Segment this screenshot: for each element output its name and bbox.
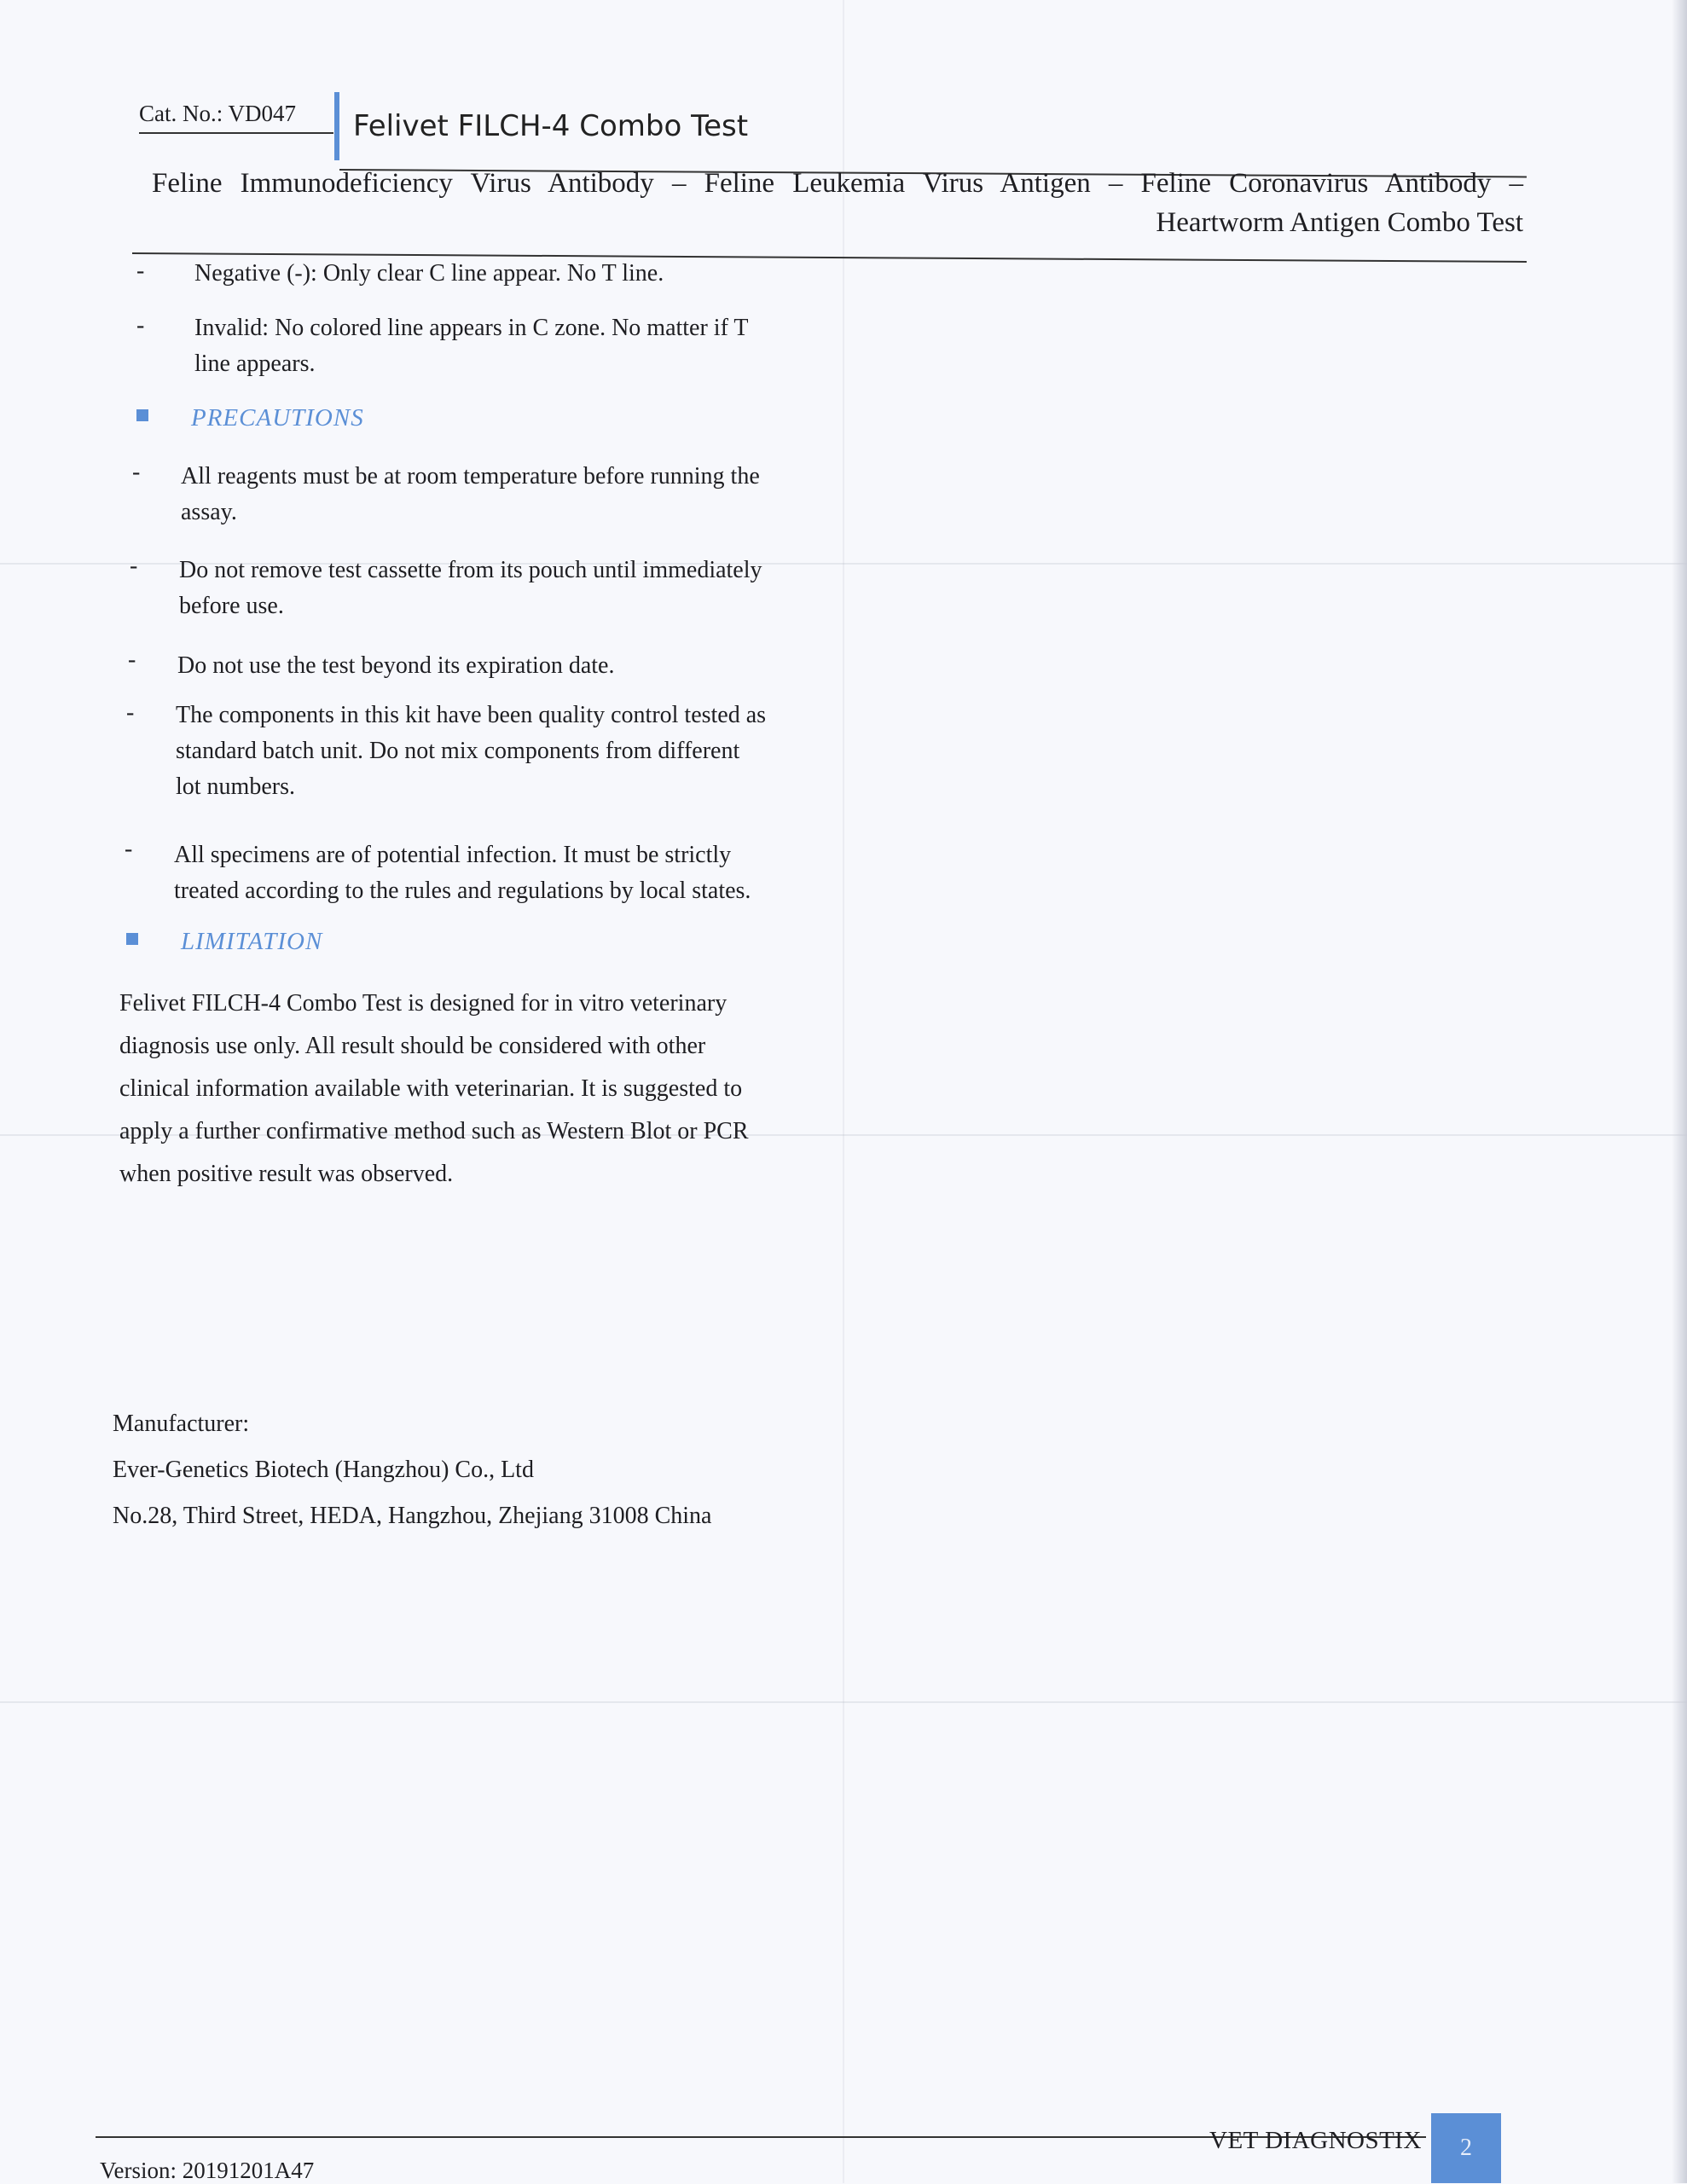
- paragraph-line: clinical information available with veterinarian. It is suggested to: [119, 1075, 743, 1102]
- paragraph-line: when positive result was observed.: [119, 1161, 454, 1187]
- paragraph-line: Felivet FILCH-4 Combo Test is designed for in vitro veterinary: [119, 990, 728, 1017]
- paragraph-line: diagnosis use only. All result should be considered with other: [119, 1033, 706, 1059]
- list-item: [179, 553, 762, 624]
- list-item-line: The components in this kit have been quality control tested as: [176, 702, 767, 728]
- paper-edge: [1672, 0, 1687, 2183]
- list-item: [174, 837, 751, 909]
- list-item: Do not use the test beyond its expiration date.: [177, 652, 615, 679]
- list-item-line: standard batch unit. Do not mix components from different: [176, 738, 740, 764]
- section-bullet-icon: [126, 933, 138, 945]
- manufacturer-address: No.28, Third Street, HEDA, Hangzhou, Zhejiang 31008 China: [113, 1503, 712, 1529]
- list-item: [176, 698, 766, 805]
- list-item-line: Invalid: No colored line appears in C zone. No matter if T: [194, 315, 749, 341]
- list-item-line: line appears.: [194, 350, 316, 377]
- list-item: Negative (-): Only clear C line appear. No T line.: [194, 260, 664, 287]
- manufacturer-name: Ever-Genetics Biotech (Hangzhou) Co., Ltd: [113, 1457, 534, 1483]
- list-dash: -: [130, 553, 138, 579]
- list-dash: -: [136, 258, 145, 284]
- list-item-line: All reagents must be at room temperature before running the: [181, 463, 760, 490]
- list-item-line: before use.: [179, 593, 284, 619]
- catalog-number: Cat. No.: VD047: [139, 101, 333, 134]
- list-item-line: All specimens are of potential infection. It must be strictly: [174, 842, 732, 868]
- paragraph-line: apply a further confirmative method such as Western Blot or PCR: [119, 1118, 749, 1144]
- list-dash: -: [136, 312, 145, 339]
- document-title: Felivet FILCH-4 Combo Test: [353, 109, 749, 143]
- section-heading: PRECAUTIONS: [191, 404, 364, 432]
- list-item-line: assay.: [181, 499, 237, 525]
- version-label: Version: 20191201A47: [100, 2158, 315, 2183]
- list-item: [181, 459, 760, 530]
- section-bullet-icon: [136, 409, 148, 421]
- list-item-line: treated according to the rules and regulations by local states.: [174, 878, 751, 904]
- list-dash: -: [132, 459, 141, 485]
- page-number: 2: [1431, 2113, 1501, 2183]
- title-accent-bar: [334, 92, 339, 160]
- limitation-paragraph: [119, 982, 749, 1196]
- subtitle-line: Heartworm Antigen Combo Test: [1156, 207, 1523, 238]
- subtitle-line: Feline Immunodeficiency Virus Antibody – Feline Leukemia Virus Antigen – Feline Coronavirus Antibody –: [152, 168, 1523, 199]
- footer-brand: VET DIAGNOSTIX: [1209, 2127, 1422, 2154]
- list-item-line: lot numbers.: [176, 773, 295, 800]
- document-subtitle: [152, 164, 1523, 242]
- list-item: [194, 310, 749, 382]
- list-dash: -: [128, 646, 136, 673]
- section-heading: LIMITATION: [181, 928, 323, 955]
- list-dash: -: [125, 836, 133, 862]
- list-dash: -: [126, 699, 135, 726]
- paper-fold-line: [843, 0, 844, 2183]
- list-item-line: Do not remove test cassette from its pouch until immediately: [179, 557, 762, 583]
- manufacturer-label: Manufacturer:: [113, 1411, 250, 1437]
